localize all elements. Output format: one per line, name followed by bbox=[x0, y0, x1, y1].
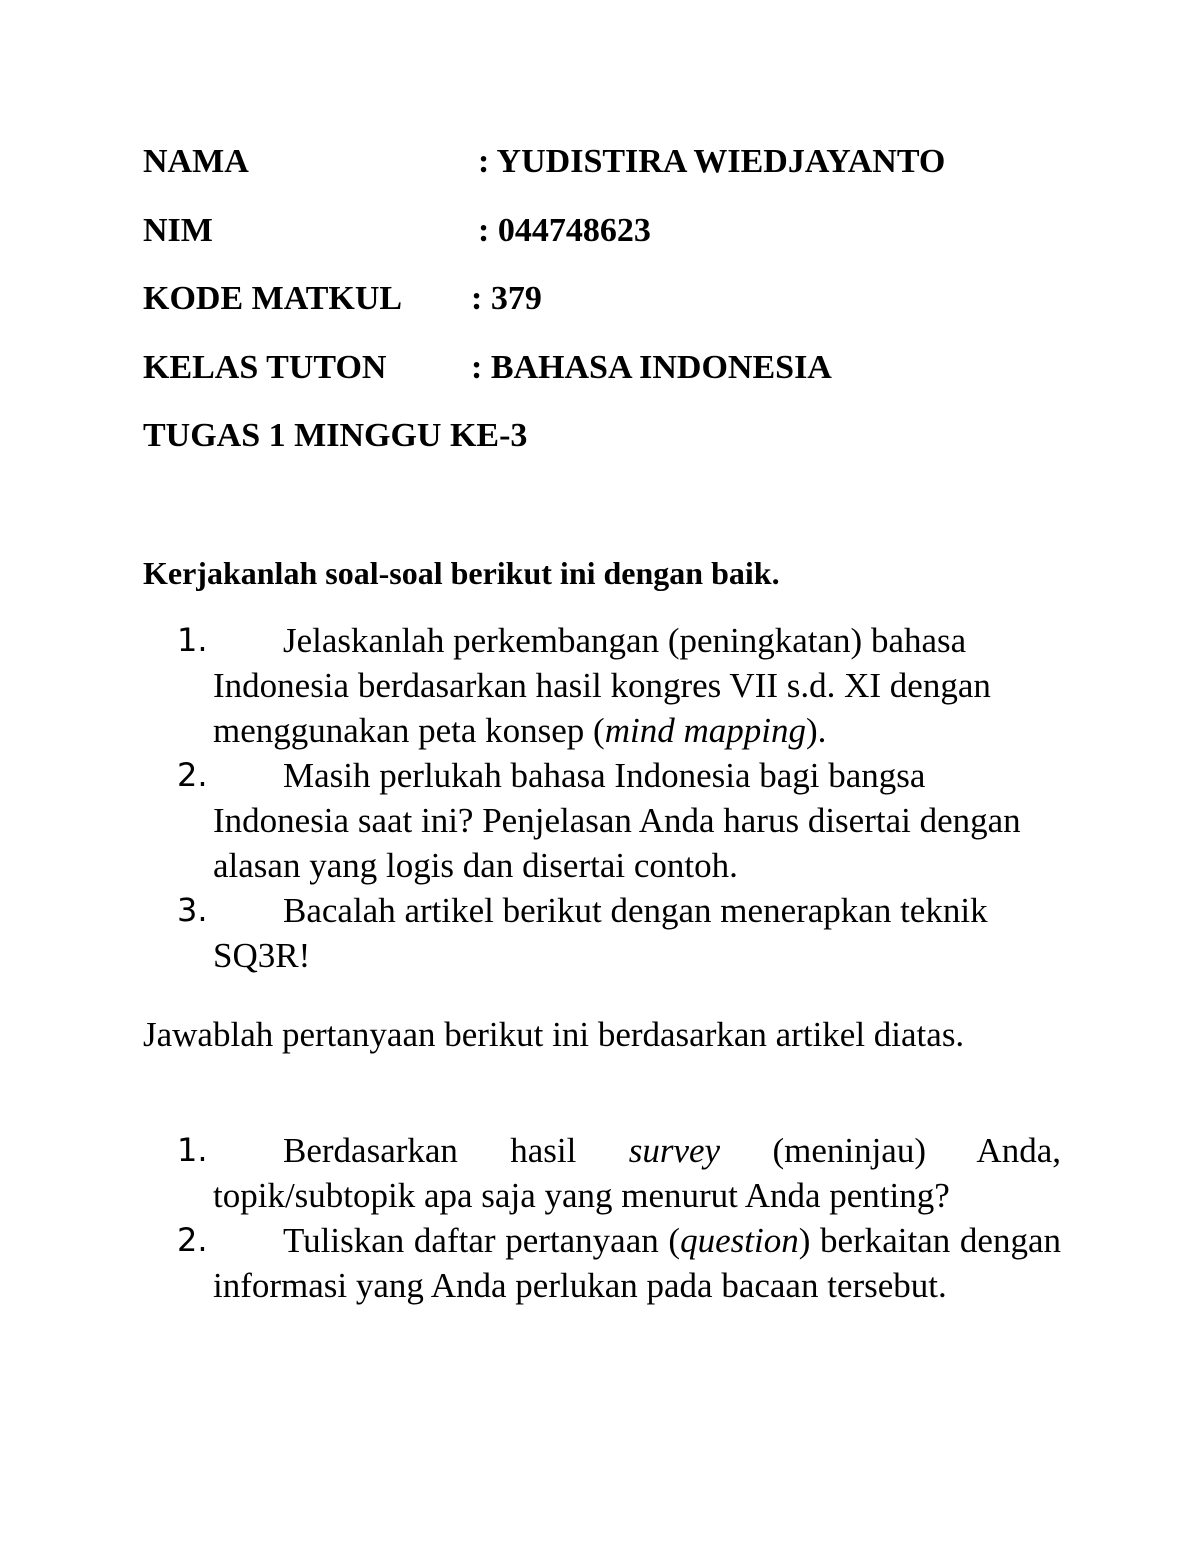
sub-question-list bbox=[143, 1128, 1061, 1308]
kode-matkul-value: : 379 bbox=[471, 280, 542, 317]
question-text-after: ). bbox=[805, 711, 827, 750]
instruction-text: Kerjakanlah soal-soal berikut ini dengan baik. bbox=[143, 555, 780, 591]
question-list bbox=[143, 618, 1061, 978]
question-text bbox=[213, 618, 1061, 753]
question-text-main: Jelaskanlah perkembangan (peningkatan) bahasa Indonesia berdasarkan hasil kongres VII s.d. XI dengan menggunakan peta konsep ( bbox=[213, 621, 991, 750]
question-item bbox=[143, 888, 1061, 978]
sub-question-text-after: (meninjau) Anda, topik/subtopik apa saja yang menurut Anda penting? bbox=[213, 1131, 1061, 1215]
answer-instruction-paragraph: Jawablah pertanyaan berikut ini berdasarkan artikel diatas. bbox=[143, 1015, 965, 1054]
question-number: 2. bbox=[177, 756, 208, 794]
nama-value: : YUDISTIRA WIEDJAYANTO bbox=[478, 143, 946, 180]
nim-label: NIM bbox=[143, 212, 213, 249]
question-text-main: Masih perlukah bahasa Indonesia bagi bangsa Indonesia saat ini? Penjelasan Anda harus disertai dengan alasan yang logis dan disertai contoh. bbox=[213, 756, 1021, 885]
sub-question-item bbox=[143, 1218, 1061, 1308]
sub-question-text-italic: survey bbox=[628, 1131, 721, 1170]
sub-question-text bbox=[213, 1128, 1061, 1218]
question-text bbox=[213, 753, 1061, 888]
tugas-label: TUGAS 1 MINGGU KE-3 bbox=[143, 417, 528, 454]
sub-question-text bbox=[213, 1218, 1061, 1308]
kode-matkul-label: KODE MATKUL bbox=[143, 280, 403, 317]
sub-question-item bbox=[143, 1128, 1061, 1218]
nim-value: : 044748623 bbox=[478, 212, 651, 249]
sub-question-number: 1. bbox=[177, 1131, 208, 1169]
sub-question-text-italic: question bbox=[680, 1221, 799, 1260]
nama-label: NAMA bbox=[143, 143, 249, 180]
kelas-tuton-value: : BAHASA INDONESIA bbox=[471, 349, 832, 386]
question-text-italic: mind mapping bbox=[604, 711, 806, 750]
question-text bbox=[213, 888, 1061, 978]
question-item bbox=[143, 618, 1061, 753]
sub-question-text-before: Berdasarkan hasil bbox=[283, 1131, 629, 1170]
question-number: 1. bbox=[177, 621, 208, 659]
sub-question-text-before: Tuliskan daftar pertanyaan ( bbox=[283, 1221, 681, 1260]
sub-question-number: 2. bbox=[177, 1221, 208, 1259]
sub-question-text-after: ) berkaitan dengan informasi yang Anda perlukan pada bacaan tersebut. bbox=[213, 1221, 1062, 1305]
question-text-main: Bacalah artikel berikut dengan menerapkan teknik SQ3R! bbox=[213, 891, 988, 975]
question-item bbox=[143, 753, 1061, 888]
question-number: 3. bbox=[177, 891, 208, 929]
kelas-tuton-label: KELAS TUTON bbox=[143, 349, 387, 386]
